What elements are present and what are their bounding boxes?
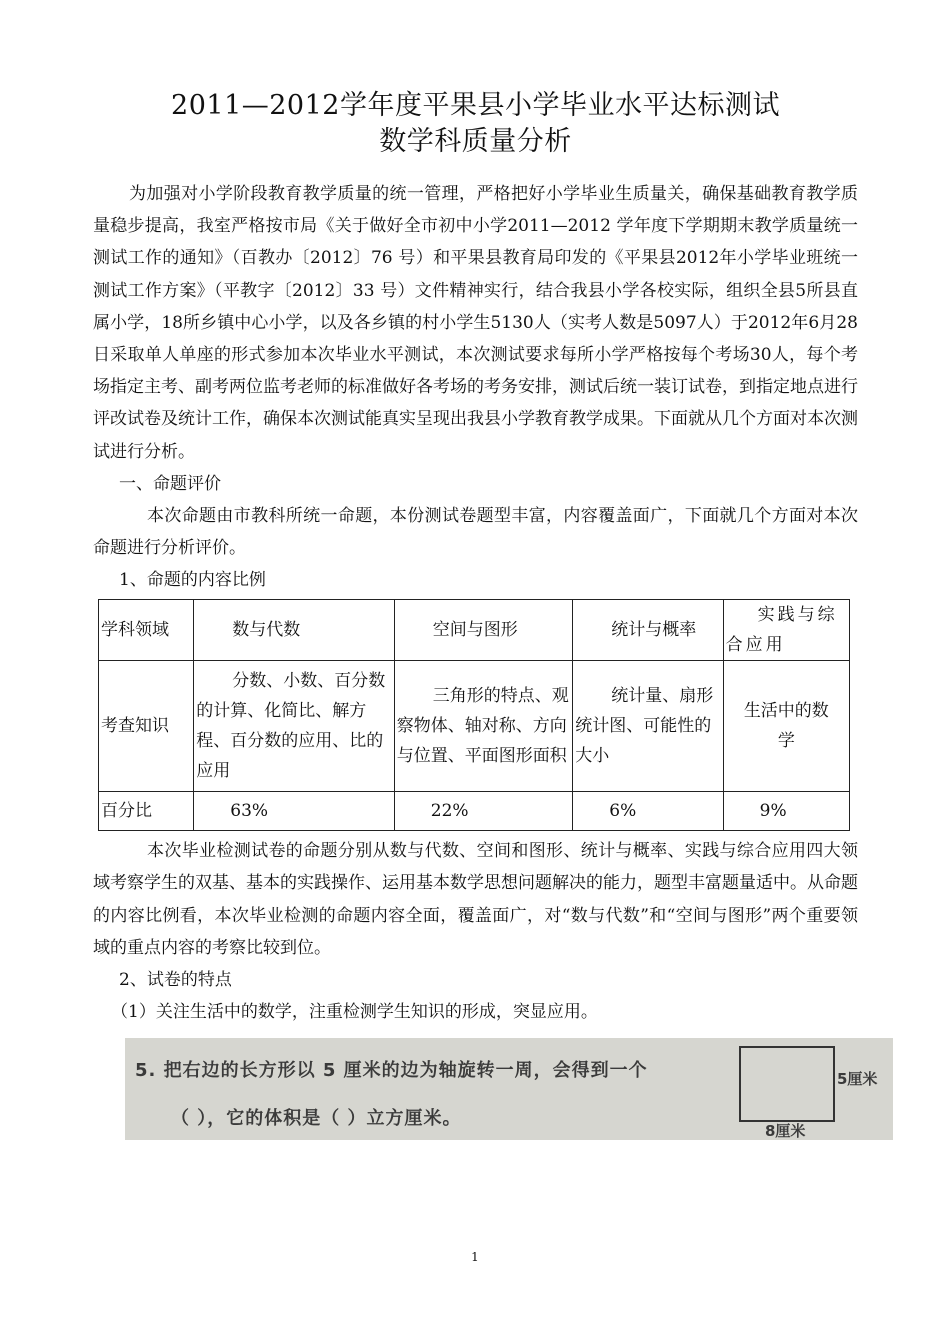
table-cell: 6% xyxy=(573,792,723,831)
title-line-2: 数学科质量分析 xyxy=(379,126,572,157)
table-cell: 三角形的特点、观察物体、轴对称、方向与位置、平面图形面积 xyxy=(394,661,572,792)
table-cell: 实践与综合应用 xyxy=(723,600,849,661)
intro-paragraph: 为加强对小学阶段教育教学质量的统一管理，严格把好小学毕业生质量关，确保基础教育教学质量稳步提高，我室严格按市局《关于做好全市初中小学2011—2012 学年度下学期期末教学质量统一测试工作的通知》（百教办〔2012〕76 号）和平果县教育局印发的《平果县2012年小学毕业班统一测试工作方案》（平教字〔2012〕33 号）文件精神实行，结合我县小学各校实际，组织全县5所县直属小学，18所乡镇中心小学，以及各乡镇的村小学生5130人（实考人数是5097人）于2012年6月28日采取单人单座的形式参加本次毕业水平测试，本次测试要求每所小学严格按每个考场30人，每个考场指定主考、副考两位监考老师的标准做好各考场的考务安排，测试后统一装订试卷，到指定地点进行评改试卷及统计工作，确保本次测试能真实呈现出我县小学教育教学成果。下面就从几个方面对本次测试进行分析。 xyxy=(93,184,858,462)
table-cell: 生活中的数学 xyxy=(723,661,849,792)
table-row xyxy=(99,792,850,831)
table-cell: 考查知识 xyxy=(99,661,194,792)
question-line-1: 5. 把右边的长方形以 5 厘米的边为轴旋转一周，会得到一个 xyxy=(135,1060,648,1082)
analysis-paragraph: 本次毕业检测试卷的命题分别从数与代数、空间和图形、统计与概率、实践与综合应用四大领域考察学生的双基、基本的实践操作、运用基本数学思想问题解决的能力，题型丰富题量适中。从命题的内容比例看，本次毕业检测的命题内容全面，覆盖面广，对“数与代数”和“空间与图形”两个重要领域的重点内容的考察比较到位。 xyxy=(93,841,858,958)
table-cell: 统计量、扇形统计图、可能性的大小 xyxy=(573,661,723,792)
table-cell: 63% xyxy=(194,792,395,831)
subheading-1: 1、命题的内容比例 xyxy=(119,570,266,591)
title-line-1: 2011—2012学年度平果县小学毕业水平达标测试 xyxy=(171,90,780,121)
question-line-2: （ ），它的体积是（ ）立方厘米。 xyxy=(171,1108,462,1130)
height-label: 5厘米 xyxy=(837,1070,878,1089)
table-row xyxy=(99,661,850,792)
table-cell: 分数、小数、百分数的计算、化简比、解方程、百分数的应用、比的应用 xyxy=(194,661,395,792)
width-label: 8厘米 xyxy=(765,1122,806,1141)
rectangle-figure xyxy=(739,1046,835,1122)
section-heading-1: 一、命题评价 xyxy=(119,473,221,494)
table-cell: 统计与概率 xyxy=(573,600,723,661)
table-cell: 22% xyxy=(394,792,572,831)
table-cell: 9% xyxy=(723,792,849,831)
table-cell: 数与代数 xyxy=(194,600,395,661)
content-ratio-table xyxy=(98,599,850,831)
page-number: 1 xyxy=(471,1250,479,1264)
document-page xyxy=(93,88,878,1141)
point-1: （1）关注生活中的数学，注重检测学生知识的形成，突显应用。 xyxy=(111,1002,598,1023)
exam-question-image xyxy=(125,1038,893,1140)
subheading-2: 2、试卷的特点 xyxy=(119,970,232,991)
table-cell: 空间与图形 xyxy=(394,600,572,661)
table-cell: 百分比 xyxy=(99,792,194,831)
section-1-paragraph: 本次命题由市教科所统一命题，本份测试卷题型丰富，内容覆盖面广，下面就几个方面对本次命题进行分析评价。 xyxy=(93,505,858,559)
table-row xyxy=(99,600,850,661)
table-cell: 学科领域 xyxy=(99,600,194,661)
